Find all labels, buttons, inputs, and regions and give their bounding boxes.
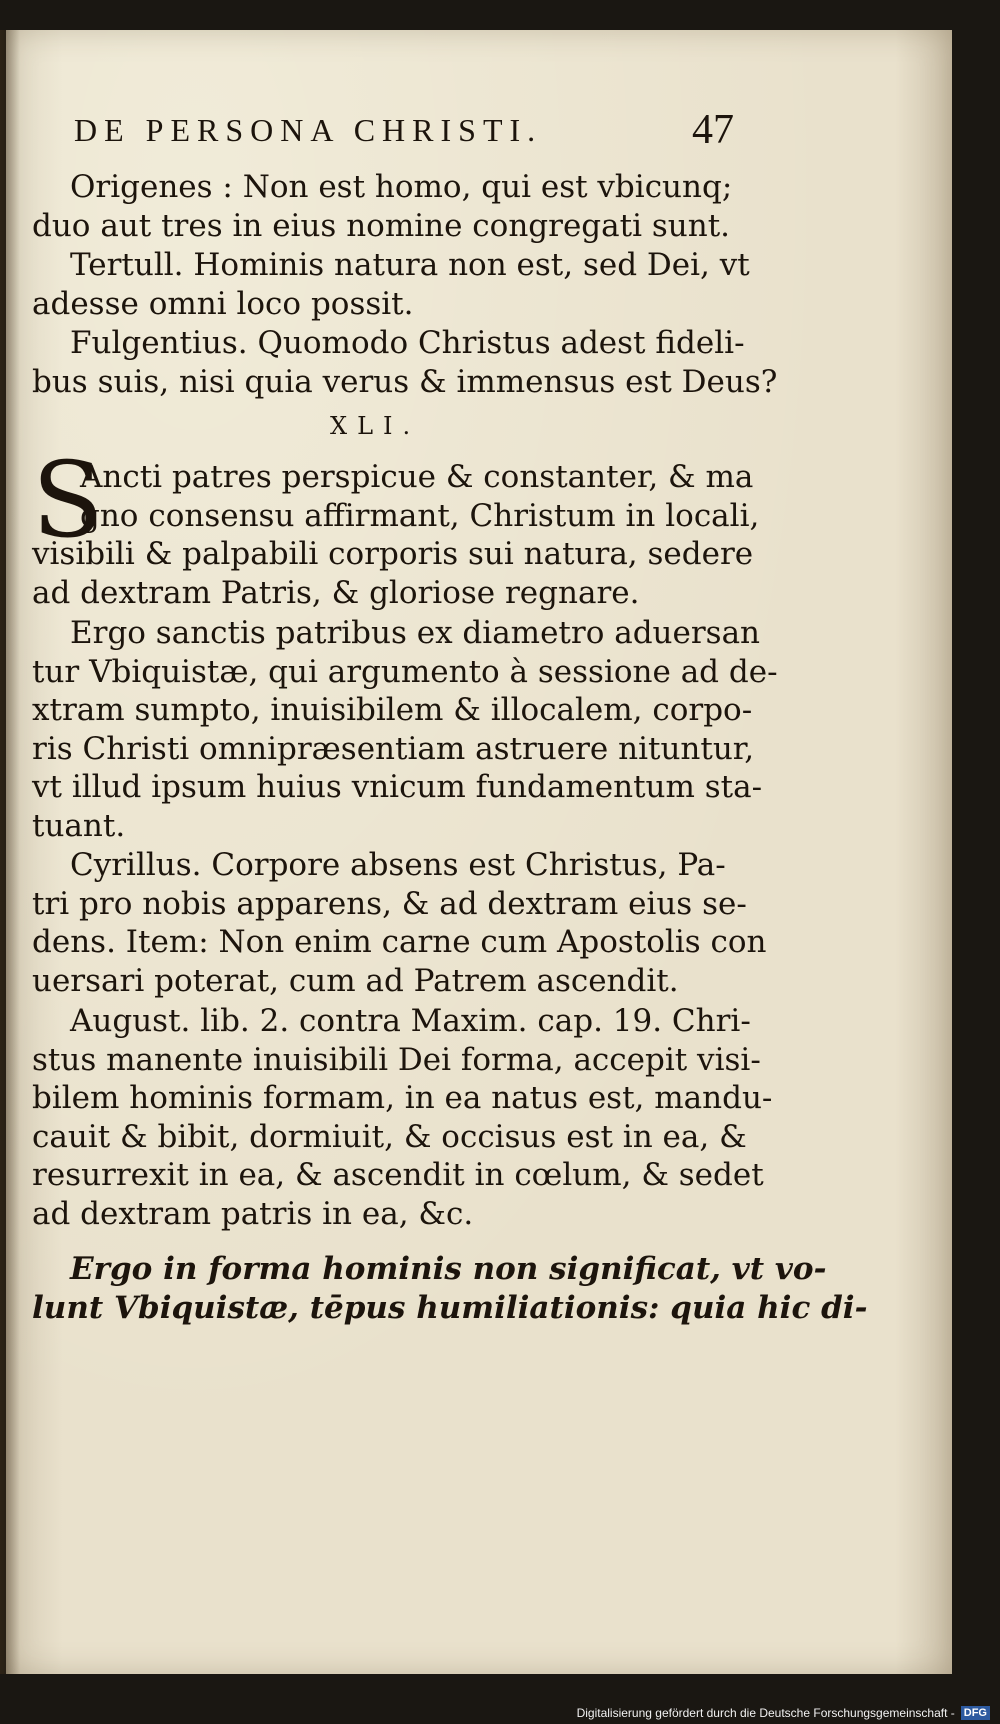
text-line: August. lib. 2. contra Maxim. cap. 19. Chri- <box>70 1003 751 1039</box>
text-line: cauit & bibit, dormiuit, & occisus est in ea, & <box>32 1118 747 1155</box>
text-line: Ancti patres perspicue & constanter, & ma <box>80 459 754 495</box>
text-line: tuant. <box>32 807 126 844</box>
page-number: 47 <box>692 107 734 153</box>
page-gutter-shadow <box>0 30 20 1674</box>
section-number: XLI. <box>330 412 421 440</box>
text-line: stus manente inuisibili Dei forma, accepit visi- <box>32 1041 761 1078</box>
text-line: dens. Item: Non enim carne cum Apostolis con <box>32 924 767 961</box>
text-line: Origenes : Non est homo, qui est vbicunq; <box>70 169 733 205</box>
paragraph-tertullian <box>32 246 750 323</box>
text-line: tur Vbiquistæ, qui argumento à sessione ad de- <box>32 653 778 690</box>
paragraph-origenes <box>32 168 733 245</box>
paragraph-cyrillus <box>32 846 767 1000</box>
text-line: adesse omni loco possit. <box>32 285 414 322</box>
dfg-logo-icon: DFG <box>961 1706 990 1720</box>
text-line: ris Christi omnipræsentiam astruere nituntur, <box>32 730 755 767</box>
running-title: DE PERSONA CHRISTI. <box>74 112 543 148</box>
text-line: bus suis, nisi quia verus & immensus est Deus? <box>32 363 778 400</box>
text-line: bilem hominis formam, in ea natus est, mandu- <box>32 1080 773 1117</box>
text-line: resurrexit in ea, & ascendit in cœlum, & sedet <box>32 1157 764 1194</box>
paragraph-italic <box>32 1250 868 1327</box>
text-line: ad dextram Patris, & gloriose regnare. <box>32 574 640 611</box>
running-header <box>74 107 734 154</box>
text-line: visibili & palpabili corporis sui natura, sedere <box>32 536 754 573</box>
paragraph-fulgentius <box>32 324 778 401</box>
paragraph-ergo <box>32 614 778 846</box>
digitization-footer <box>577 1706 990 1720</box>
text-line: Fulgentius. Quomodo Christus adest fideli- <box>70 325 745 361</box>
text-line: Tertull. Hominis natura non est, sed Dei, vt <box>70 247 750 283</box>
text-line: duo aut tres in eius nomine congregati sunt. <box>32 207 730 244</box>
text-line: lunt Vbiquistæ, tēpus humiliationis: quia hic di- <box>32 1289 868 1326</box>
text-line: uersari poterat, cum ad Patrem ascendit. <box>32 962 679 999</box>
text-line: gno consensu affirmant, Christum in locali, <box>80 497 760 534</box>
text-line: ad dextram patris in ea, &c. <box>32 1195 474 1232</box>
paragraph-augustine <box>32 1002 773 1234</box>
section-paragraph <box>32 439 760 612</box>
text-line: Ergo in forma hominis non significat, vt vo- <box>70 1251 827 1287</box>
text-line: xtram sumpto, inuisibilem & illocalem, corpo- <box>32 692 753 729</box>
footer-credit: Digitalisierung gefördert durch die Deutsche Forschungsgemeinschaft - <box>576 1706 955 1720</box>
text-line: vt illud ipsum huius vnicum fundamentum sta- <box>32 769 763 806</box>
text-line: Cyrillus. Corpore absens est Christus, Pa- <box>70 847 726 883</box>
drop-cap: S <box>32 439 104 561</box>
text-line: Ergo sanctis patribus ex diametro aduersan <box>70 615 761 651</box>
text-line: tri pro nobis apparens, & ad dextram eius se- <box>32 885 747 922</box>
